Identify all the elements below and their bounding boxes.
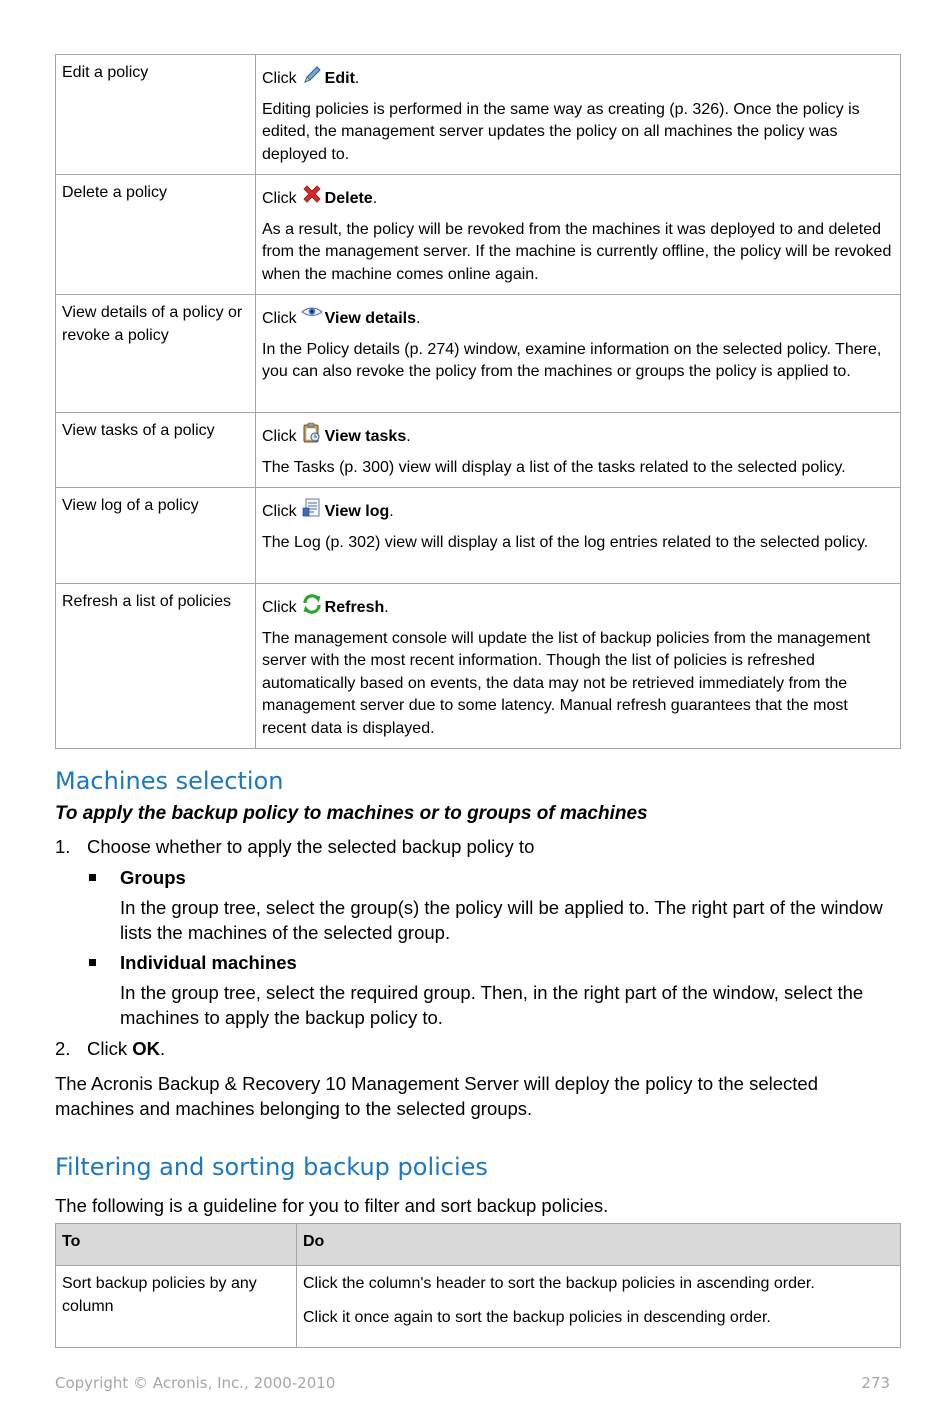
instruction-cell: Click View log. The Log (p. 302) view will display a list of the log entries related to the selected policy.	[256, 488, 901, 584]
action-cell: View tasks of a policy	[56, 413, 256, 488]
bullet-groups-description: In the group tree, select the group(s) the policy will be applied to. The right part of the window lists the machines of the selected group.	[120, 897, 883, 943]
bullet-individual-machines: Individual machines	[87, 950, 297, 975]
pencil-icon	[301, 64, 323, 84]
action-description: The management console will update the list of backup policies from the management server with the most recent information. Though the list of policies is refreshed automatically based on events, the data may not be retrieved immediately from the management server due to some latency. Manual refresh guarantees that the most recent data is displayed.	[262, 629, 871, 737]
section-heading-machines: Machines selection	[55, 767, 284, 795]
table-row	[56, 1266, 901, 1348]
bullet-square-icon	[89, 874, 96, 881]
policy-actions-table	[55, 54, 901, 749]
table-header-row	[56, 1224, 901, 1266]
procedure-heading: To apply the backup policy to machines or to groups of machines	[55, 803, 648, 824]
action-cell: Edit a policy	[56, 55, 256, 175]
action-cell: View log of a policy	[56, 488, 256, 584]
command-label: Edit	[324, 70, 355, 87]
instruction-cell: Click Delete. As a result, the policy will be revoked from the machines it was deployed to and deleted from the management server. If the machine is currently offline, the policy will be revoked when the machine comes online again.	[256, 175, 901, 295]
bullet-groups: Groups	[87, 865, 186, 890]
bullet-individual-machines-description: In the group tree, select the required group. Then, in the right part of the window, select the machines to apply the backup policy to.	[120, 982, 864, 1028]
command-label: Refresh	[324, 599, 385, 616]
action-description: Editing policies is performed in the same way as creating (p. 326). Once the policy is edited, the management server updates the policy on all machines the policy was deployed to.	[262, 100, 860, 163]
log-document-icon	[301, 497, 323, 517]
table-row	[56, 584, 901, 749]
do-cell: Click the column's header to sort the backup policies in ascending order. Click it once again to sort the backup policies in descending order.	[297, 1266, 901, 1348]
red-x-icon	[301, 184, 323, 204]
instruction-cell: Click View tasks. The Tasks (p. 300) view will display a list of the tasks related to the selected policy.	[256, 413, 901, 488]
action-description: The Log (p. 302) view will display a list of the log entries related to the selected policy.	[262, 533, 869, 551]
instruction-cell: Click Edit. Editing policies is performed in the same way as creating (p. 326). Once the policy is edited, the management server updates the policy on all machines the policy was deployed to.	[256, 55, 901, 175]
to-cell: Sort backup policies by any column	[56, 1266, 297, 1348]
action-cell: View details of a policy or revoke a policy	[56, 295, 256, 413]
column-header-to: To	[56, 1224, 297, 1266]
command-label: View log	[324, 503, 390, 520]
instruction-cell: Click Refresh. The management console will update the list of backup policies from the management server with the most recent information. Though the list of policies is refreshed automatically based on events, the data may not be retrieved immediately from the management server due to some latency. Manual refresh guarantees that the most recent data is displayed.	[256, 584, 901, 749]
command-label: View tasks	[324, 428, 407, 445]
action-description: As a result, the policy will be revoked from the machines it was deployed to and deleted from the management server. If the machine is currently offline, the policy will be revoked when the machine comes online again.	[262, 220, 892, 283]
table-row	[56, 175, 901, 295]
command-label: Delete	[324, 190, 373, 207]
action-cell: Refresh a list of policies	[56, 584, 256, 749]
page-number: 273	[861, 1374, 890, 1392]
instruction-cell: Click View details. In the Policy details (p. 274) window, examine information on the selected policy. There, you can also revoke the policy from the machines or groups the policy is applied to.	[256, 295, 901, 413]
tasks-clipboard-icon	[301, 422, 323, 442]
guideline-paragraph: The following is a guideline for you to filter and sort backup policies.	[55, 1195, 609, 1216]
column-header-do: Do	[297, 1224, 901, 1266]
action-description: The Tasks (p. 300) view will display a list of the tasks related to the selected policy.	[262, 458, 846, 476]
copyright-text: Copyright © Acronis, Inc., 2000-2010	[55, 1374, 336, 1392]
bullet-square-icon	[89, 959, 96, 966]
eye-icon	[301, 304, 323, 324]
deploy-paragraph: The Acronis Backup & Recovery 10 Management Server will deploy the policy to the selected machines and machines belonging to the selected groups.	[55, 1073, 819, 1119]
step-2: 2. Click OK.	[55, 1038, 166, 1059]
action-cell: Delete a policy	[56, 175, 256, 295]
step-1: 1. Choose whether to apply the selected backup policy to	[55, 836, 535, 857]
table-row	[56, 295, 901, 413]
filter-sort-table	[55, 1223, 901, 1348]
page-footer	[55, 1374, 890, 1392]
action-description: In the Policy details (p. 274) window, examine information on the selected policy. There, you can also revoke the policy from the machines or groups the policy is applied to.	[262, 340, 882, 380]
refresh-icon	[301, 593, 323, 613]
table-row	[56, 488, 901, 584]
table-row	[56, 413, 901, 488]
command-label: View details	[324, 310, 416, 327]
section-heading-filtering: Filtering and sorting backup policies	[55, 1153, 488, 1181]
table-row	[56, 55, 901, 175]
